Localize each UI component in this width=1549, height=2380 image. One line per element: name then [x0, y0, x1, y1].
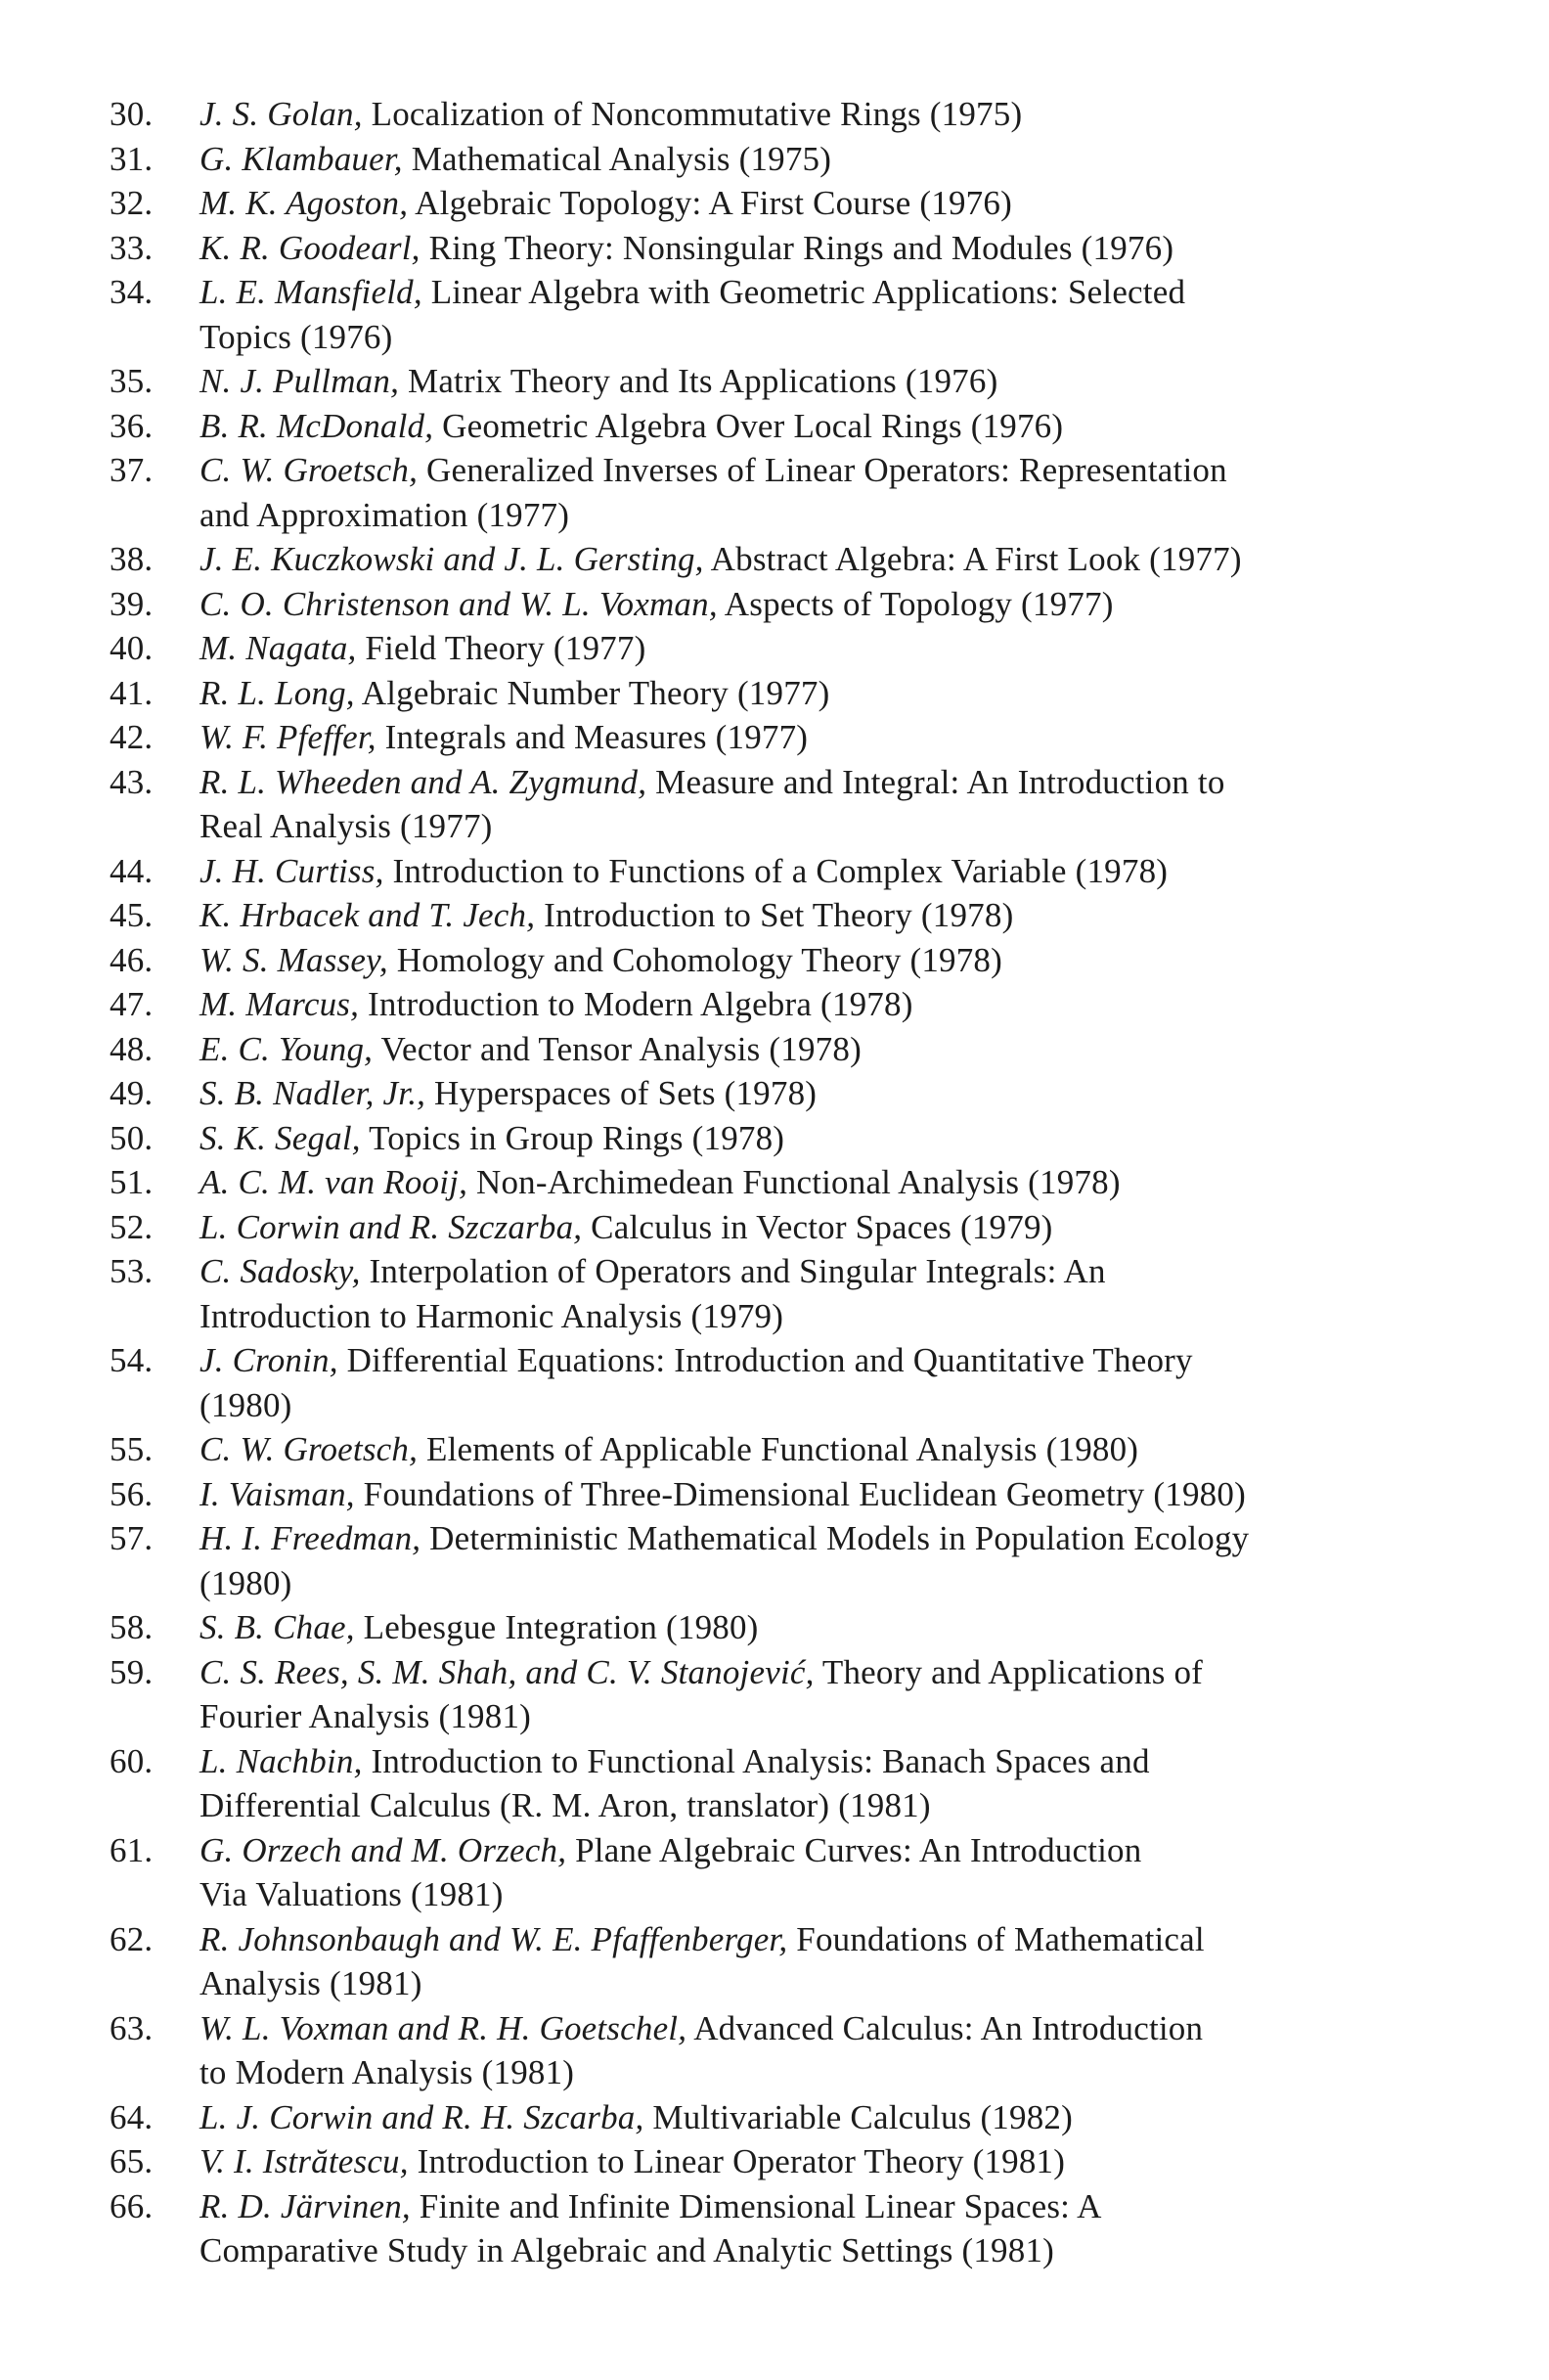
entry-title: Vector and Tensor Analysis (1978): [373, 1029, 862, 1068]
entry-title-continuation: (1980): [199, 1563, 292, 1602]
entry-text: [199, 448, 1461, 537]
list-item: [110, 715, 1490, 760]
list-item: [110, 92, 1490, 137]
entry-text: [199, 2095, 1461, 2140]
list-item: [110, 404, 1490, 449]
entry-title: Topics in Group Rings (1978): [360, 1118, 785, 1157]
entry-text: [199, 893, 1461, 938]
entry-number: 54.: [110, 1341, 154, 1379]
entry-title: Lebesgue Integration (1980): [354, 1608, 759, 1646]
entry-title: Abstract Algebra: A First Look (1977): [703, 540, 1242, 578]
entry-title: Interpolation of Operators and Singular Integrals: An: [360, 1252, 1106, 1290]
list-item: [110, 1205, 1490, 1250]
entry-text: [199, 359, 1461, 404]
entry-author: S. B. Chae,: [199, 1608, 355, 1646]
list-item: [110, 1071, 1490, 1116]
list-item: [110, 849, 1490, 894]
list-item: [110, 537, 1490, 582]
entry-title: Elements of Applicable Functional Analysis (1980): [418, 1430, 1139, 1468]
list-item: [110, 671, 1490, 716]
entry-number: 41.: [110, 673, 154, 712]
entry-author: W. S. Massey,: [199, 940, 388, 979]
entry-text: [199, 1205, 1461, 1250]
entry-text: [199, 1427, 1461, 1472]
entry-author: M. Nagata,: [199, 629, 357, 667]
entry-title: Introduction to Linear Operator Theory (1981): [408, 2142, 1066, 2180]
entry-author: G. Klambauer,: [199, 139, 403, 178]
entry-author: M. Marcus,: [199, 985, 360, 1023]
entry-title: Algebraic Number Theory (1977): [354, 673, 830, 712]
list-item: [110, 893, 1490, 938]
entry-author: R. Johnsonbaugh and W. E. Pfaffenberger,: [199, 1919, 788, 1958]
entry-author: J. S. Golan,: [199, 95, 363, 133]
entry-title: Linear Algebra with Geometric Applications: Selected: [421, 273, 1186, 311]
list-item: [110, 1116, 1490, 1161]
entry-author: N. J. Pullman,: [199, 362, 400, 400]
entry-title-continuation: to Modern Analysis (1981): [199, 2053, 575, 2091]
list-item: [110, 1472, 1490, 1517]
entry-text: [199, 537, 1461, 582]
list-item: [110, 181, 1490, 226]
entry-title: Field Theory (1977): [356, 629, 646, 667]
entry-text: [199, 1739, 1461, 1828]
entry-title: Matrix Theory and Its Applications (1976): [399, 362, 998, 400]
entry-title-continuation: Introduction to Harmonic Analysis (1979): [199, 1296, 784, 1335]
entry-title-continuation: (1980): [199, 1385, 292, 1424]
entry-author: G. Orzech and M. Orzech,: [199, 1830, 567, 1869]
entry-text: [199, 1071, 1461, 1116]
list-item: [110, 2184, 1490, 2273]
list-item: [110, 1516, 1490, 1605]
entry-title-continuation: Via Valuations (1981): [199, 1875, 504, 1913]
entry-author: J. E. Kuczkowski and J. L. Gersting,: [199, 540, 704, 578]
list-item: [110, 226, 1490, 271]
entry-title-continuation: and Approximation (1977): [199, 495, 570, 534]
entry-number: 61.: [110, 1830, 154, 1869]
entry-title: Introduction to Functions of a Complex Variable (1978): [383, 851, 1169, 890]
entry-number: 56.: [110, 1474, 154, 1513]
entry-author: L. E. Mansfield,: [199, 273, 422, 311]
list-item: [110, 448, 1490, 537]
list-item: [110, 2095, 1490, 2140]
list-item: [110, 1027, 1490, 1072]
entry-title: Measure and Integral: An Introduction to: [646, 762, 1225, 801]
list-item: [110, 1160, 1490, 1205]
entry-number: 36.: [110, 406, 154, 445]
entry-title: Calculus in Vector Spaces (1979): [582, 1207, 1053, 1246]
entry-number: 35.: [110, 362, 154, 400]
entry-number: 39.: [110, 584, 154, 623]
entry-text: [199, 849, 1461, 894]
entry-text: [199, 1917, 1461, 2006]
entry-text: [199, 2184, 1461, 2273]
entry-number: 38.: [110, 540, 154, 578]
entry-author: C. Sadosky,: [199, 1252, 361, 1290]
entry-text: [199, 760, 1461, 849]
entry-text: [199, 982, 1461, 1027]
entry-author: J. Cronin,: [199, 1341, 338, 1379]
list-item: [110, 626, 1490, 671]
entry-author: V. I. Istrătescu,: [199, 2142, 409, 2180]
list-item: [110, 582, 1490, 627]
entry-author: L. Corwin and R. Szczarba,: [199, 1207, 583, 1246]
entry-title: Ring Theory: Nonsingular Rings and Modules (1976): [420, 228, 1174, 267]
entry-number: 66.: [110, 2186, 154, 2225]
entry-text: [199, 270, 1461, 359]
entry-text: [199, 626, 1461, 671]
entry-number: 40.: [110, 629, 154, 667]
entry-number: 49.: [110, 1074, 154, 1112]
entry-author: M. K. Agoston,: [199, 184, 409, 222]
entry-text: [199, 1516, 1461, 1605]
entry-number: 33.: [110, 228, 154, 267]
list-item: [110, 760, 1490, 849]
entry-author: S. B. Nadler, Jr.,: [199, 1074, 426, 1112]
entry-title: Introduction to Modern Algebra (1978): [359, 985, 913, 1023]
entry-title: Non-Archimedean Functional Analysis (1978): [467, 1163, 1121, 1201]
entry-author: J. H. Curtiss,: [199, 851, 384, 890]
entry-text: [199, 181, 1461, 226]
list-item: [110, 137, 1490, 182]
entry-text: [199, 715, 1461, 760]
entry-number: 31.: [110, 139, 154, 178]
entry-number: 51.: [110, 1163, 154, 1201]
entry-number: 62.: [110, 1919, 154, 1958]
entry-title: Foundations of Mathematical: [787, 1919, 1205, 1958]
entry-number: 32.: [110, 184, 154, 222]
entry-author: K. Hrbacek and T. Jech,: [199, 896, 536, 934]
entry-number: 64.: [110, 2097, 154, 2136]
list-item: [110, 2006, 1490, 2095]
entry-text: [199, 1160, 1461, 1205]
entry-author: C. S. Rees, S. M. Shah, and C. V. Stanojević,: [199, 1652, 815, 1691]
entry-text: [199, 1338, 1461, 1427]
entry-author: C. W. Groetsch,: [199, 1430, 419, 1468]
entry-number: 43.: [110, 762, 154, 801]
entry-text: [199, 938, 1461, 983]
entry-title: Theory and Applications of: [814, 1652, 1204, 1691]
entry-number: 46.: [110, 940, 154, 979]
entry-title: Differential Equations: Introduction and Quantitative Theory: [337, 1341, 1193, 1379]
entry-text: [199, 404, 1461, 449]
entry-author: W. L. Voxman and R. H. Goetschel,: [199, 2008, 687, 2047]
entry-author: E. C. Young,: [199, 1029, 374, 1068]
entry-title-continuation: Differential Calculus (R. M. Aron, translator) (1981): [199, 1786, 931, 1824]
entry-author: B. R. McDonald,: [199, 406, 434, 445]
list-item: [110, 1650, 1490, 1739]
entry-number: 34.: [110, 273, 154, 311]
list-item: [110, 2139, 1490, 2184]
entry-title: Foundations of Three-Dimensional Euclidean Geometry (1980): [354, 1474, 1246, 1513]
entry-number: 37.: [110, 451, 154, 489]
entry-text: [199, 226, 1461, 271]
entry-title-continuation: Real Analysis (1977): [199, 807, 493, 845]
entry-author: R. L. Wheeden and A. Zygmund,: [199, 762, 647, 801]
entry-text: [199, 1027, 1461, 1072]
list-item: [110, 1605, 1490, 1650]
entry-author: H. I. Freedman,: [199, 1519, 421, 1557]
entry-title: Aspects of Topology (1977): [717, 584, 1114, 623]
entry-text: [199, 2006, 1461, 2095]
entry-title: Introduction to Set Theory (1978): [535, 896, 1014, 934]
entry-author: C. O. Christenson and W. L. Voxman,: [199, 584, 718, 623]
entry-number: 58.: [110, 1608, 154, 1646]
entry-title: Advanced Calculus: An Introduction: [686, 2008, 1204, 2047]
entry-number: 30.: [110, 95, 154, 133]
entry-text: [199, 582, 1461, 627]
entry-title: Geometric Algebra Over Local Rings (1976): [433, 406, 1064, 445]
entry-title-continuation: Comparative Study in Algebraic and Analytic Settings (1981): [199, 2231, 1055, 2269]
entry-text: [199, 1472, 1461, 1517]
list-item: [110, 1338, 1490, 1427]
entry-author: L. J. Corwin and R. H. Szcarba,: [199, 2097, 644, 2136]
entry-title: Introduction to Functional Analysis: Banach Spaces and: [362, 1741, 1150, 1780]
entry-text: [199, 137, 1461, 182]
list-item: [110, 270, 1490, 359]
list-item: [110, 359, 1490, 404]
list-item: [110, 1249, 1490, 1338]
list-item: [110, 1828, 1490, 1917]
entry-title: Plane Algebraic Curves: An Introduction: [566, 1830, 1142, 1869]
entry-number: 50.: [110, 1118, 154, 1157]
entry-title: Homology and Cohomology Theory (1978): [387, 940, 1002, 979]
entry-number: 59.: [110, 1652, 154, 1691]
entry-title-continuation: Analysis (1981): [199, 1964, 422, 2002]
list-item: [110, 1917, 1490, 2006]
entry-text: [199, 1605, 1461, 1650]
entry-title: Localization of Noncommutative Rings (1975): [362, 95, 1023, 133]
entry-author: K. R. Goodearl,: [199, 228, 420, 267]
entry-number: 44.: [110, 851, 154, 890]
entry-author: R. L. Long,: [199, 673, 355, 712]
entry-title-continuation: Topics (1976): [199, 317, 393, 356]
entry-title: Algebraic Topology: A First Course (1976): [408, 184, 1012, 222]
entry-text: [199, 671, 1461, 716]
entry-number: 60.: [110, 1741, 154, 1780]
entry-text: [199, 2139, 1461, 2184]
list-item: [110, 1427, 1490, 1472]
entry-number: 57.: [110, 1519, 154, 1557]
entry-author: A. C. M. van Rooij,: [199, 1163, 468, 1201]
entry-text: [199, 1116, 1461, 1161]
entry-author: L. Nachbin,: [199, 1741, 363, 1780]
entry-number: 47.: [110, 985, 154, 1023]
entry-number: 63.: [110, 2008, 154, 2047]
entry-title-continuation: Fourier Analysis (1981): [199, 1697, 532, 1735]
list-item: [110, 938, 1490, 983]
entry-number: 45.: [110, 896, 154, 934]
list-item: [110, 982, 1490, 1027]
entry-text: [199, 1249, 1461, 1338]
entry-title: Multivariable Calculus (1982): [643, 2097, 1073, 2136]
entry-author: S. K. Segal,: [199, 1118, 361, 1157]
entry-text: [199, 92, 1461, 137]
entry-author: C. W. Groetsch,: [199, 451, 419, 489]
series-list: [110, 92, 1490, 2273]
list-item: [110, 1739, 1490, 1828]
entry-author: I. Vaisman,: [199, 1474, 355, 1513]
entry-title: Finite and Infinite Dimensional Linear Spaces: A: [410, 2186, 1102, 2225]
entry-number: 42.: [110, 718, 154, 756]
entry-text: [199, 1828, 1461, 1917]
entry-author: W. F. Pfeffer,: [199, 718, 376, 756]
entry-title: Mathematical Analysis (1975): [402, 139, 832, 178]
entry-number: 53.: [110, 1252, 154, 1290]
entry-number: 55.: [110, 1430, 154, 1468]
entry-title: Hyperspaces of Sets (1978): [425, 1074, 818, 1112]
entry-title: Generalized Inverses of Linear Operators: Representation: [418, 451, 1227, 489]
entry-number: 52.: [110, 1207, 154, 1246]
entry-title: Integrals and Measures (1977): [376, 718, 809, 756]
entry-number: 65.: [110, 2142, 154, 2180]
entry-number: 48.: [110, 1029, 154, 1068]
entry-text: [199, 1650, 1461, 1739]
entry-title: Deterministic Mathematical Models in Population Ecology: [420, 1519, 1250, 1557]
entry-author: R. D. Järvinen,: [199, 2186, 411, 2225]
